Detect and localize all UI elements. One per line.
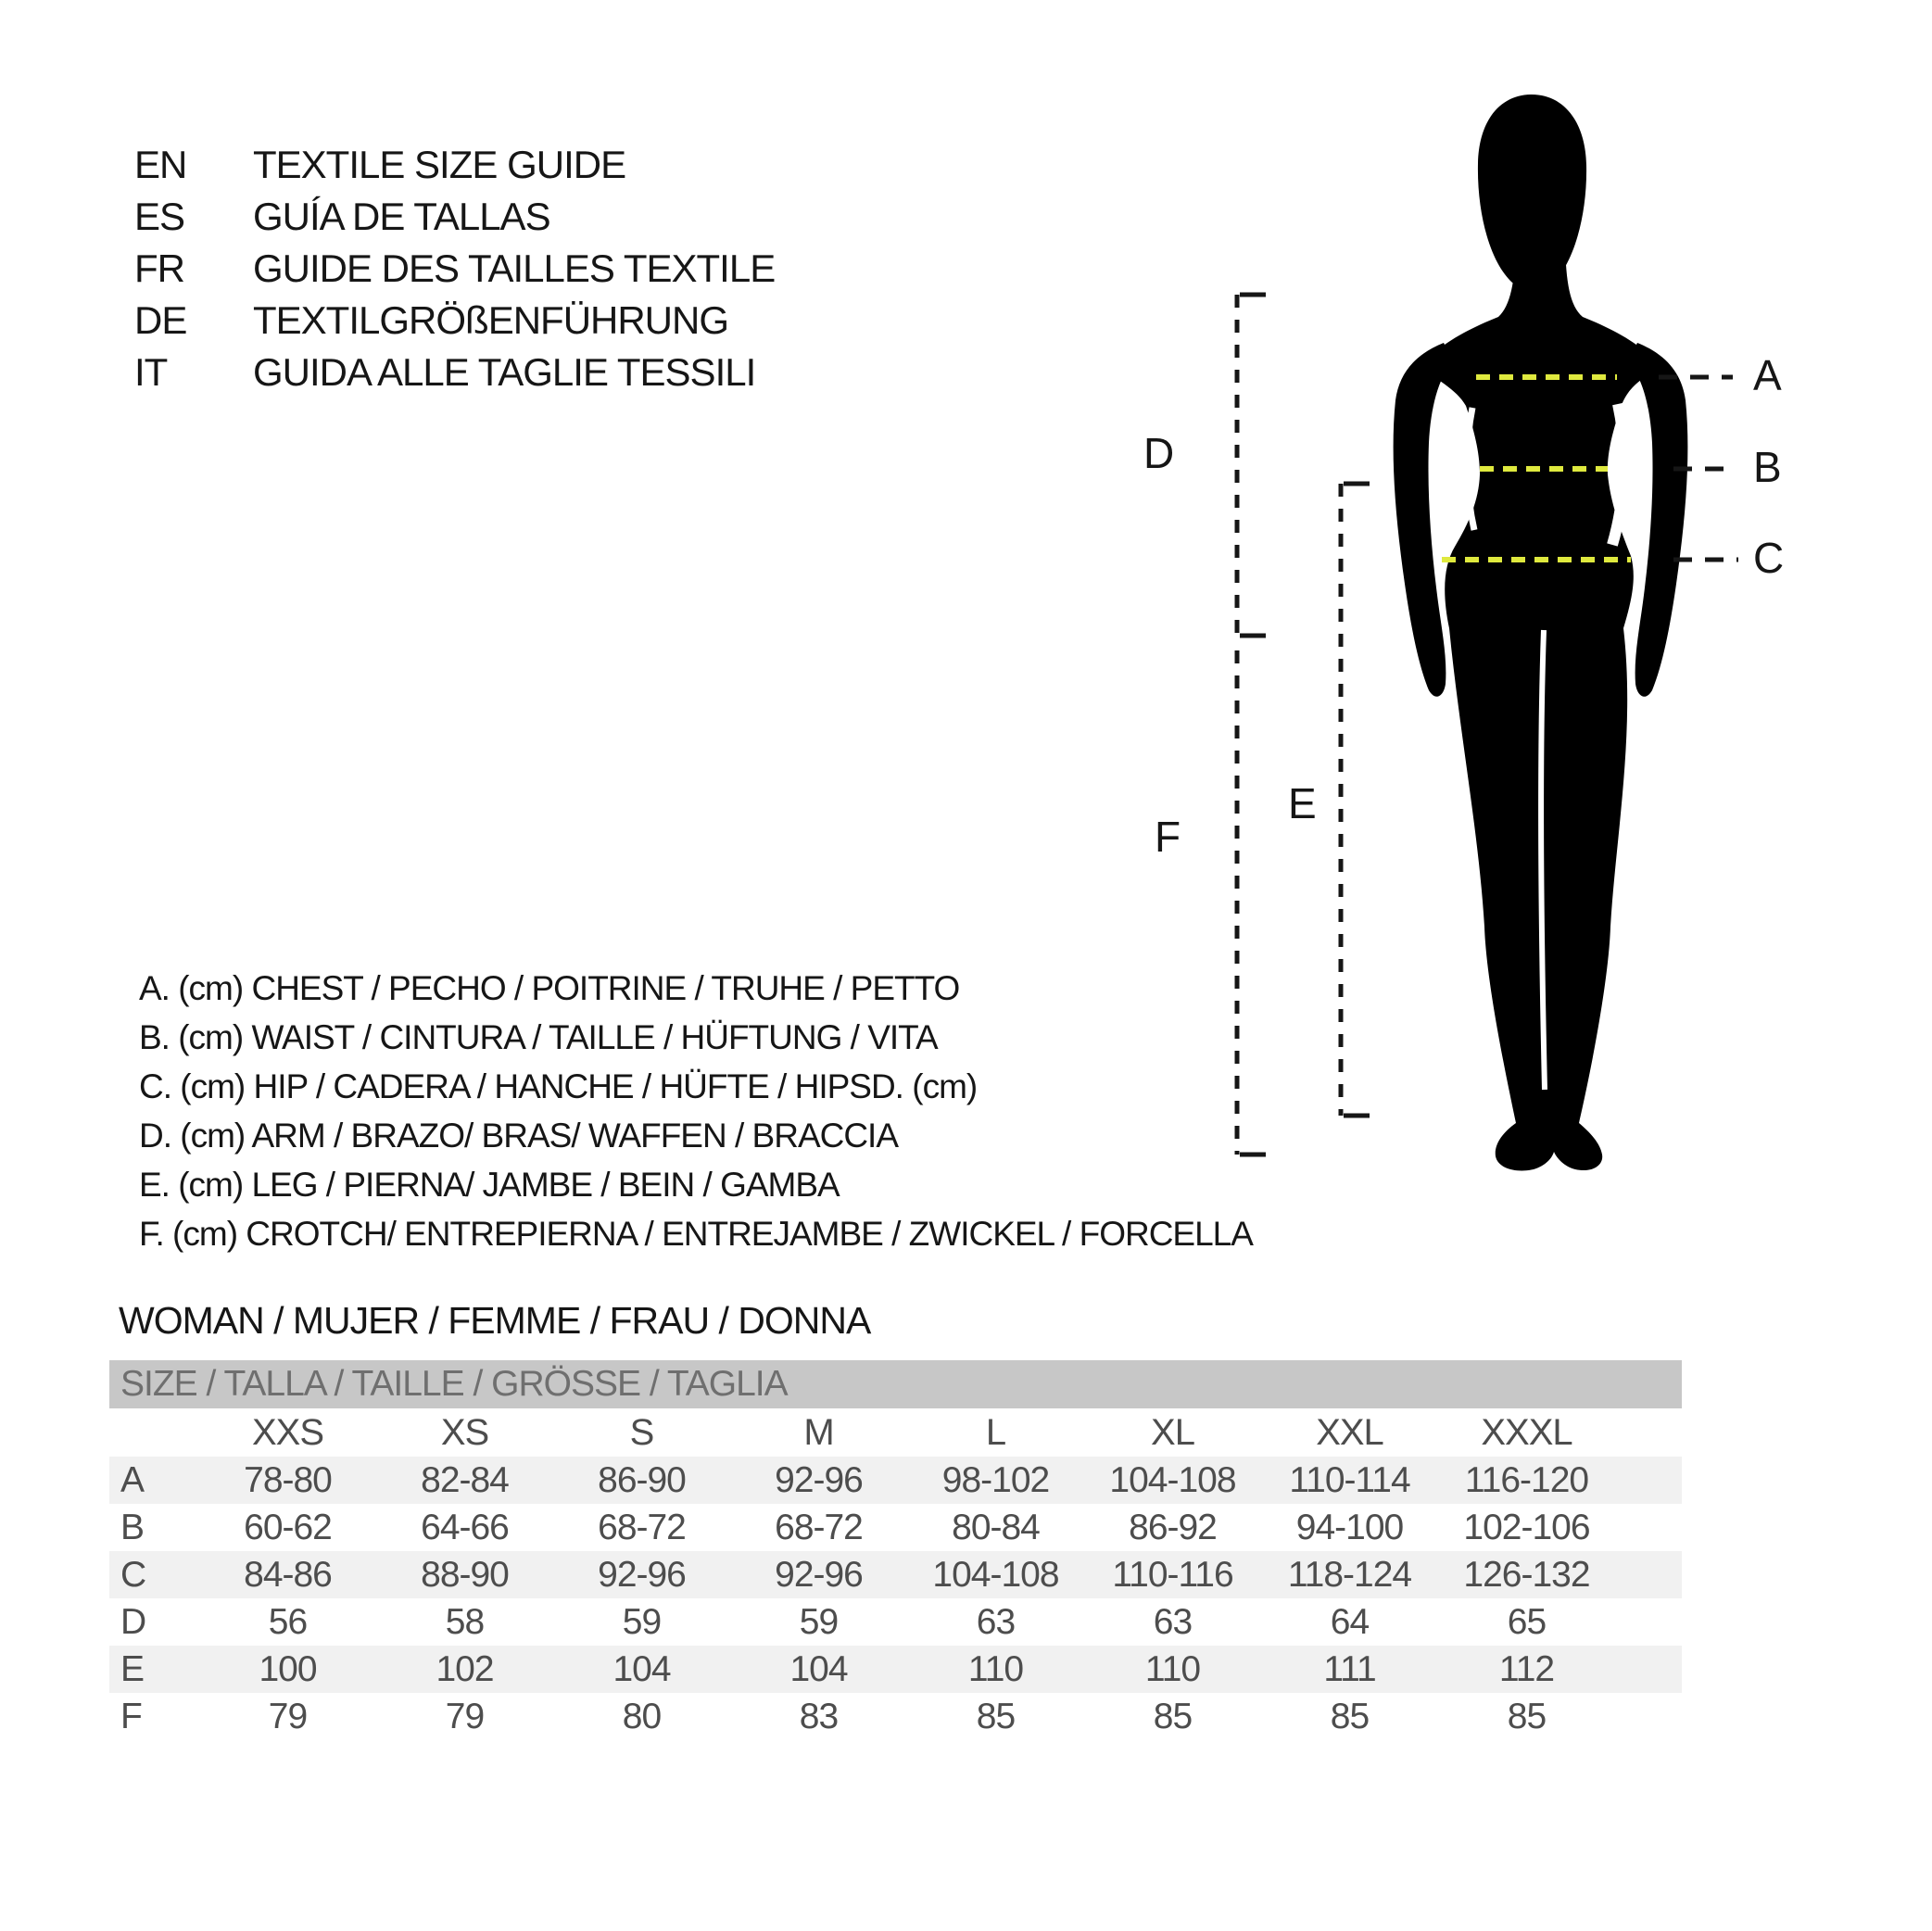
size-col-header: L bbox=[985, 1411, 1006, 1453]
legend-item-arm: D. (cm) ARM / BRAZO/ BRAS/ WAFFEN / BRACCIA bbox=[139, 1117, 899, 1155]
table-cell: 63 bbox=[1153, 1601, 1193, 1642]
table-cell: 100 bbox=[259, 1648, 317, 1689]
table-cell: 68-72 bbox=[598, 1507, 686, 1547]
table-row-f bbox=[109, 1693, 1682, 1740]
language-title: TEXTILE SIZE GUIDE bbox=[253, 143, 626, 186]
table-cell: 84-86 bbox=[244, 1554, 332, 1595]
row-label: C bbox=[120, 1554, 146, 1595]
measure-label-e: E bbox=[1288, 779, 1316, 827]
measure-label-d: D bbox=[1143, 429, 1174, 477]
table-cell: 104-108 bbox=[932, 1554, 1059, 1595]
table-cell: 112 bbox=[1498, 1648, 1555, 1689]
table-cell: 111 bbox=[1323, 1648, 1376, 1689]
size-col-header: XL bbox=[1151, 1411, 1194, 1453]
row-label: F bbox=[120, 1696, 142, 1736]
language-code: DE bbox=[134, 298, 187, 342]
table-cell: 104 bbox=[789, 1648, 848, 1689]
table-row-d bbox=[109, 1598, 1682, 1646]
size-col-header: XXS bbox=[251, 1411, 324, 1453]
language-code: FR bbox=[134, 246, 184, 290]
size-col-header: XS bbox=[440, 1411, 489, 1453]
size-col-header: XXXL bbox=[1481, 1411, 1572, 1453]
table-cell: 104-108 bbox=[1109, 1459, 1236, 1500]
measure-label-a: A bbox=[1753, 351, 1781, 399]
row-label: A bbox=[120, 1459, 145, 1500]
size-col-header: XXL bbox=[1316, 1411, 1383, 1453]
size-col-header: M bbox=[803, 1411, 834, 1453]
language-code: IT bbox=[134, 350, 168, 394]
table-row-e bbox=[109, 1646, 1682, 1693]
table-cell: 110 bbox=[1144, 1648, 1201, 1689]
table-cell: 64 bbox=[1330, 1601, 1370, 1642]
table-cell: 86-92 bbox=[1129, 1507, 1217, 1547]
table-cell: 64-66 bbox=[421, 1507, 509, 1547]
legend-item-leg: E. (cm) LEG / PIERNA/ JAMBE / BEIN / GAMBA bbox=[139, 1166, 840, 1204]
table-cell: 92-96 bbox=[775, 1554, 863, 1595]
table-cell: 56 bbox=[268, 1601, 308, 1642]
table-cell: 110 bbox=[967, 1648, 1024, 1689]
table-cell: 102 bbox=[436, 1648, 494, 1689]
table-cell: 85 bbox=[976, 1696, 1016, 1736]
table-cell: 65 bbox=[1507, 1601, 1547, 1642]
table-cell: 78-80 bbox=[244, 1459, 332, 1500]
language-title: GUIDA ALLE TAGLIE TESSILI bbox=[253, 350, 756, 394]
table-row-b bbox=[109, 1504, 1682, 1551]
woman-silhouette-right-arm bbox=[1628, 343, 1687, 697]
legend-item-chest: A. (cm) CHEST / PECHO / POITRINE / TRUHE / PETTO bbox=[139, 969, 960, 1007]
table-cell: 118-124 bbox=[1287, 1554, 1412, 1595]
table-cell: 92-96 bbox=[775, 1459, 863, 1500]
table-cell: 58 bbox=[445, 1601, 485, 1642]
language-title: TEXTILGRÖßENFÜHRUNG bbox=[253, 298, 729, 342]
table-cell: 92-96 bbox=[598, 1554, 686, 1595]
row-label: D bbox=[120, 1601, 146, 1642]
table-row-a bbox=[109, 1457, 1682, 1504]
table-cell: 98-102 bbox=[941, 1459, 1050, 1500]
language-title: GUÍA DE TALLAS bbox=[253, 195, 550, 238]
table-cell: 102-106 bbox=[1463, 1507, 1590, 1547]
table-cell: 68-72 bbox=[775, 1507, 863, 1547]
table-cell: 59 bbox=[799, 1601, 839, 1642]
table-cell: 80 bbox=[622, 1696, 662, 1736]
language-code: ES bbox=[134, 195, 185, 238]
table-cell: 85 bbox=[1153, 1696, 1193, 1736]
table-cell: 85 bbox=[1330, 1696, 1370, 1736]
table-cell: 85 bbox=[1507, 1696, 1547, 1736]
size-table bbox=[109, 1360, 1682, 1740]
language-title: GUIDE DES TAILLES TEXTILE bbox=[253, 246, 776, 290]
measure-label-f: F bbox=[1155, 813, 1181, 861]
table-cell: 59 bbox=[622, 1601, 662, 1642]
table-cell: 126-132 bbox=[1463, 1554, 1590, 1595]
table-cell: 79 bbox=[268, 1696, 308, 1736]
table-cell: 116-120 bbox=[1464, 1459, 1589, 1500]
legend-item-waist: B. (cm) WAIST / CINTURA / TAILLE / HÜFTUNG / VITA bbox=[139, 1018, 938, 1056]
table-row-c bbox=[109, 1551, 1682, 1598]
legend-item-hip: C. (cm) HIP / CADERA / HANCHE / HÜFTE / HIPSD. (cm) bbox=[139, 1067, 978, 1105]
table-cell: 110-114 bbox=[1289, 1459, 1410, 1500]
table-cell: 88-90 bbox=[421, 1554, 509, 1595]
row-label: E bbox=[120, 1648, 145, 1689]
table-cell: 60-62 bbox=[244, 1507, 332, 1547]
woman-silhouette-left-arm bbox=[1394, 343, 1453, 697]
language-code: EN bbox=[134, 143, 187, 186]
table-cell: 94-100 bbox=[1295, 1507, 1404, 1547]
measure-label-c: C bbox=[1753, 534, 1784, 582]
table-cell: 83 bbox=[799, 1696, 839, 1736]
table-cell: 104 bbox=[612, 1648, 671, 1689]
table-cell: 63 bbox=[976, 1601, 1016, 1642]
table-cell: 82-84 bbox=[421, 1459, 509, 1500]
table-cell: 80-84 bbox=[952, 1507, 1040, 1547]
table-cell: 86-90 bbox=[598, 1459, 686, 1500]
row-label: B bbox=[120, 1507, 145, 1547]
size-table-sizes-row bbox=[109, 1408, 1682, 1457]
size-col-header: S bbox=[629, 1411, 654, 1453]
table-cell: 79 bbox=[445, 1696, 485, 1736]
section-title-woman: WOMAN / MUJER / FEMME / FRAU / DONNA bbox=[119, 1299, 871, 1342]
measure-label-b: B bbox=[1753, 443, 1781, 491]
size-table-header: SIZE / TALLA / TAILLE / GRÖSSE / TAGLIA bbox=[109, 1360, 1682, 1408]
table-cell: 110-116 bbox=[1112, 1554, 1233, 1595]
legend-item-crotch: F. (cm) CROTCH/ ENTREPIERNA / ENTREJAMBE / ZWICKEL / FORCELLA bbox=[139, 1215, 1253, 1253]
